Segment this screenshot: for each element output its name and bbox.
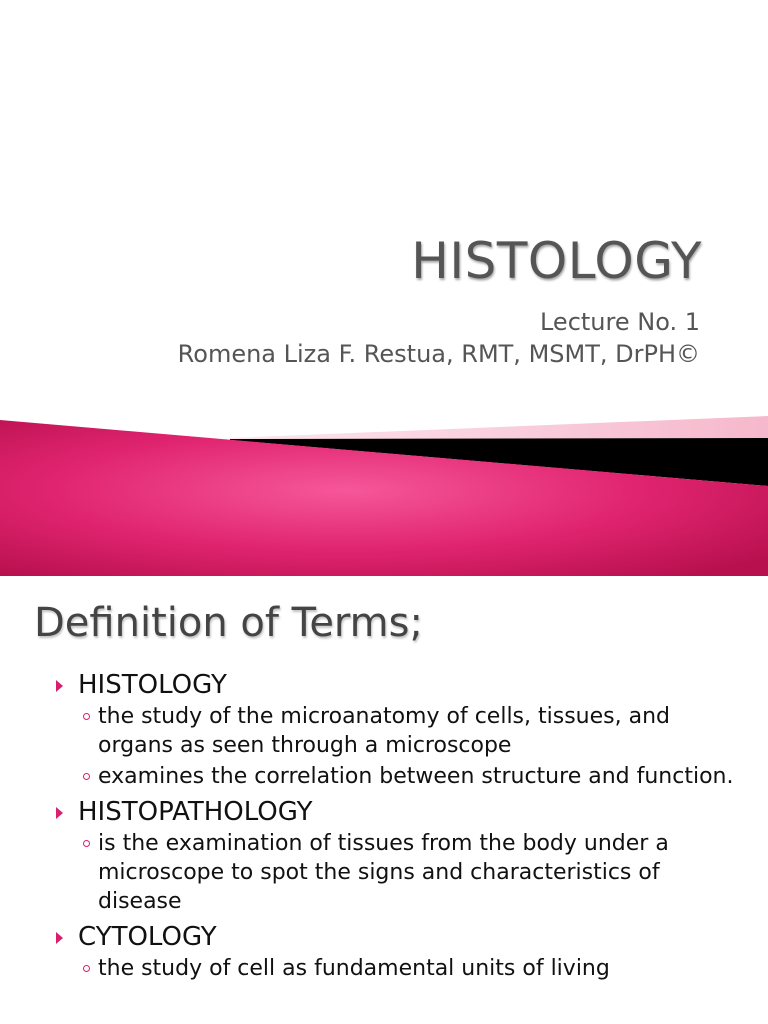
triangle-right-icon: [56, 680, 63, 692]
definition-item: [54, 702, 744, 760]
definition-item: [54, 762, 744, 791]
circle-outline-icon: [83, 773, 90, 780]
definition-text: examines the correlation between structure and function.: [98, 764, 734, 789]
definition-list: [54, 954, 744, 983]
definition-item: [54, 829, 744, 916]
term-label: CYTOLOGY: [78, 922, 217, 952]
decorative-band: [0, 410, 768, 576]
definition-text: is the examination of tissues from the body under a microscope to spot the signs and characteristics of disease: [98, 831, 669, 914]
circle-outline-icon: [83, 965, 90, 972]
lecture-number: Lecture No. 1: [539, 308, 700, 336]
triangle-right-icon: [56, 932, 63, 944]
definition-list: [54, 829, 744, 916]
triangle-right-icon: [56, 807, 63, 819]
circle-outline-icon: [83, 840, 90, 847]
definition-list: [54, 702, 744, 791]
circle-outline-icon: [83, 713, 90, 720]
slide-subtitle: [178, 306, 700, 370]
definition-item: [54, 954, 744, 983]
slide-heading: Definition of Terms;: [34, 600, 423, 646]
definition-text: the study of the microanatomy of cells, tissues, and organs as seen through a microscope: [98, 704, 670, 758]
term-label: HISTOPATHOLOGY: [78, 797, 313, 827]
term-label: HISTOLOGY: [78, 670, 227, 700]
term-item: [54, 795, 744, 829]
term-item: [54, 920, 744, 954]
term-item: [54, 668, 744, 702]
author-line: Romena Liza F. Restua, RMT, MSMT, DrPH©: [177, 340, 700, 368]
terms-list: [54, 666, 744, 987]
band-light-stripe: [230, 416, 768, 440]
definitions-slide: [0, 576, 768, 1024]
definition-text: the study of cell as fundamental units of living: [98, 956, 610, 981]
slide-title: HISTOLOGY: [411, 232, 702, 290]
